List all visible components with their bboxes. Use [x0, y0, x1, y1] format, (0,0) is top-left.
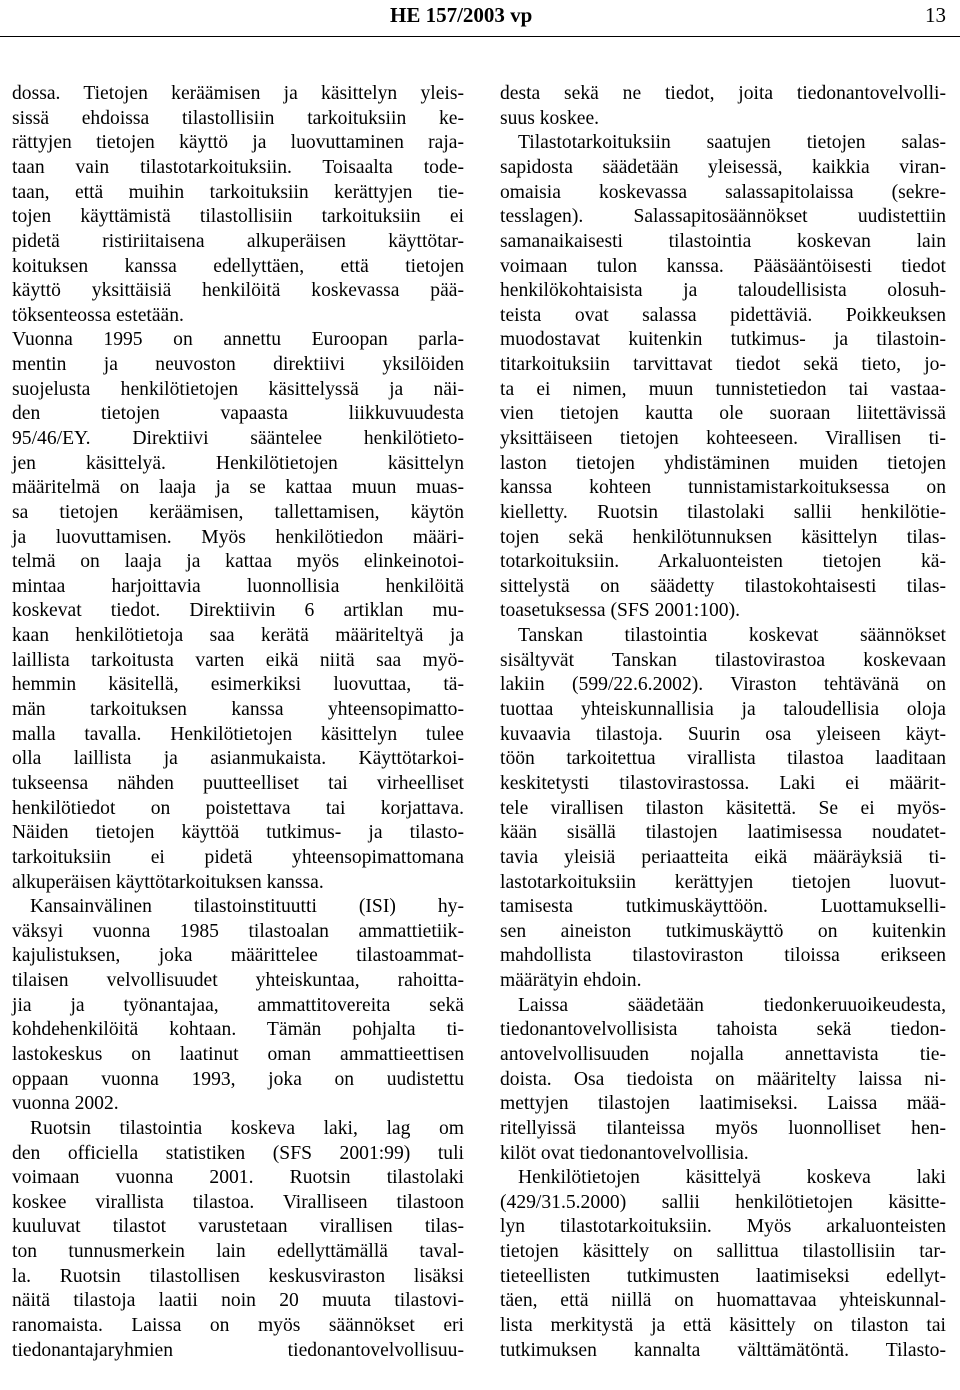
text-line: alkuperäisen käyttötarkoituksen kanssa. [12, 871, 324, 893]
text-line: ta ei nimen, muun tunnistetiedon tai vastaa- [500, 378, 946, 400]
text-line: ton tunnusmerkein lain edellyttämällä taval- [12, 1241, 464, 1263]
text-line: täen, että niillä on huomattavaa yhteiskunnal- [500, 1290, 946, 1312]
text-line: Laissa säädetään tiedonkeruuoikeudesta, [518, 994, 946, 1016]
text-line: tesslagen). Salassapitosäännökset uudistettiin [500, 206, 946, 228]
text-line: lastokeskus on laatinut oman ammattieettisen [12, 1044, 464, 1065]
text-line: telmä on laaja ja kattaa myös elinkeinotoi- [12, 551, 464, 573]
text-line: malla tavalla. Henkilötietojen käsittelyn tulee [12, 723, 464, 745]
text-line: laston tietojen yhdistäminen muiden tietojen [500, 452, 946, 474]
text-line: jen käsittelyä. Henkilötietojen käsittelyn [12, 452, 464, 474]
text-line: tarkoituksiin ei pidetä yhteensopimattomana [12, 846, 464, 868]
text-line: sittelystä on säädetty tilastokohtaisesti tilas- [500, 575, 946, 597]
text-line: käyttö yksittäisiä henkilöitä koskevassa pää- [12, 280, 464, 302]
text-line: omaisia koskevassa salassapitolaissa (sekre- [500, 181, 946, 203]
text-line: kanssa kohteen tunnistamistarkoituksessa on [500, 477, 946, 499]
text-line: kuvaavia tilastoja. Suurin osa yleiseen käyt- [500, 723, 946, 745]
text-line: näitä tilastoja laatii noin 20 muuta tilastovi- [12, 1290, 464, 1312]
text-line: doista. Osa tiedoista on määritelty laissa ni- [500, 1068, 946, 1090]
text-line: Tanskan tilastointia koskevat säännökset [518, 625, 946, 647]
text-line: tamisesta tutkimuskäyttöön. Luottamukselli- [500, 896, 946, 918]
text-line: pidetä ristiriitaisena alkuperäisen käyttötar- [12, 230, 464, 252]
text-line: ranomaista. Laissa on myös säännökset eri [12, 1315, 464, 1336]
text-line: ritellyissä tilanteissa myös luonnolliset hen- [500, 1117, 946, 1139]
text-line: (429/31.5.2000) sallii henkilötietojen käsitte- [500, 1191, 946, 1213]
text-line: samanaikaisesti tilastointia koskevan lain [500, 230, 946, 252]
text-line: mahdollista tilastoviraston tiloissa erikseen [500, 945, 946, 967]
page-number: 13 [925, 3, 946, 27]
text-line: määrätyin ehdoin. [500, 970, 642, 991]
text-line: la. Ruotsin tilastollisen keskusviraston lisäksi [12, 1265, 464, 1287]
text-line: tele virallisen tilaston käsitettä. Se ei myös- [500, 797, 946, 819]
text-line: sa tietojen keräämisen, tallettamisen, käytön [12, 501, 464, 523]
text-line: lista merkitystä ja että käsittely on tilaston tai [500, 1315, 946, 1336]
text-line: töksenteossa estetään. [12, 304, 184, 326]
text-line: teista ovat salassa pidettäviä. Poikkeuksen [500, 304, 946, 326]
text-line: lyn tilastotarkoituksiin. Myös arkaluonteisten [500, 1216, 946, 1238]
text-line: tietojen käsittely on sallittua tilastollisiin tar- [500, 1241, 946, 1263]
text-line: tieteellisten tutkimusten laatimiseksi edellyt- [500, 1265, 946, 1287]
text-line: tilaisen velvollisuudet yhteiskuntaa, rahoitta- [12, 970, 464, 991]
text-line: henkilötiedot on poistettava tai korjattava. [12, 797, 464, 819]
text-line: voimaan tulon kanssa. Pääsääntöisesti tiedot [500, 255, 946, 277]
text-line: vuonna 2002. [12, 1093, 119, 1115]
text-line: 95/46/EY. Direktiivi sääntelee henkilötieto- [12, 428, 464, 449]
text-line: kilöt ovat tiedonantovelvollisia. [500, 1142, 749, 1164]
text-line: suojelusta henkilötietojen käsittelyssä ja näi- [12, 378, 464, 400]
text-line: väksyi vuonna 1985 tilastoalan ammattietiik- [12, 920, 464, 942]
text-line: Näiden tietojen käyttöä tutkimus- ja tilasto- [12, 822, 464, 844]
text-line: sapidosta säädetään yleisessä, kaikkia viran- [500, 156, 946, 178]
text-line: koskevat tiedot. Direktiivin 6 artiklan mu- [12, 600, 464, 622]
text-line: den officiella statistiken (SFS 2001:99) tuli [12, 1142, 464, 1164]
text-line: tiedonantovelvollisista tahoista sekä tiedon- [500, 1019, 946, 1041]
text-line: tuottaa yhteiskunnallisia ja taloudellisia oloja [500, 699, 946, 720]
text-line: mentin ja neuvoston direktiivi yksilöiden [12, 354, 464, 375]
text-line: lakiin (599/22.6.2002). Viraston tehtävänä on [500, 674, 946, 696]
text-line: suus koskee. [500, 107, 600, 129]
text-line: män tarkoituksen kanssa yhteensopimatto- [12, 699, 464, 720]
right-text-column [500, 0, 946, 1390]
text-line: vien tietojen kautta ole suoraan liitettävissä [500, 403, 946, 425]
text-line: desta sekä ne tiedot, joita tiedonantovelvolli- [500, 83, 946, 104]
text-line: muodostavat kuitenkin tutkimus- ja tilastoin- [500, 329, 946, 351]
text-line: lastotarkoituksiin kerättyjen tietojen luovut- [500, 871, 946, 893]
text-line: antovelvollisuuden nojalla annettavista tie- [500, 1044, 946, 1065]
text-line: den tietojen vapaasta liikkuvuudesta [12, 403, 464, 425]
text-line: toasetuksessa (SFS 2001:100). [500, 600, 741, 622]
text-line: dossa. Tietojen keräämisen ja käsittelyn yleis- [12, 83, 464, 104]
text-line: tutkimuksen kannalta välttämätöntä. Tilasto- [500, 1339, 946, 1361]
text-line: Ruotsin tilastointia koskeva laki, lag om [30, 1117, 464, 1139]
text-line: mettyjen tilastojen laatimiseksi. Laissa mää- [500, 1093, 946, 1115]
text-line: kajulistuksen, joka määrittelee tilastoammat- [12, 945, 464, 967]
text-line: tiedonantajaryhmien tiedonantovelvollisuu- [12, 1339, 464, 1361]
text-line: kuuluvat tilastot varustetaan virallisen tilas- [12, 1216, 464, 1238]
text-line: mintaa harjoittavia luonnollisia henkilöitä [12, 575, 464, 597]
text-line: määritelmä on laaja ja se kattaa muun muas- [12, 477, 464, 499]
text-line: rättyjen tietojen käyttö ja luovuttaminen raja- [12, 132, 464, 154]
text-line: Henkilötietojen käsittelyä koskeva laki [518, 1167, 946, 1189]
text-line: kaan henkilötietoja saa kerätä määriteltyä ja [12, 625, 464, 647]
text-line: koituksen kanssa edellyttäen, että tietojen [12, 255, 464, 277]
text-line: sisältyvät Tanskan tilastovirastoa koskevaan [500, 649, 946, 671]
text-line: jia ja työnantajaa, ammattitovereita sekä [12, 994, 464, 1016]
text-line: tukseensa nähden puutteelliset tai virheelliset [12, 772, 464, 794]
text-line: sen aineiston tutkimuskäyttö on kuitenkin [500, 920, 946, 942]
text-line: tavia yleisiä periaatteita eikä määräyksiä ti- [500, 846, 946, 868]
text-line: tojen käyttämistä tilastollisiin tarkoituksiin ei [12, 206, 464, 228]
text-line: taan vain tilastotarkoituksiin. Toisaalta tode- [12, 156, 464, 178]
text-line: tojen sekä henkilötunnuksen käsittelyn tilas- [500, 526, 946, 548]
text-line: taan, että muihin tarkoituksiin kerättyjen tie- [12, 181, 464, 203]
text-line: ja luovuttamisen. Myös henkilötiedon määri- [12, 526, 464, 548]
text-line: kään sisällä tilastojen laatimisessa noudatet- [500, 822, 946, 844]
text-line: yksittäiseen tietojen kohteeseen. Virallisen ti- [500, 428, 946, 449]
text-line: Tilastotarkoituksiin saatujen tietojen salas- [518, 132, 946, 154]
document-id: HE 157/2003 vp [390, 3, 533, 27]
text-line: kielletty. Ruotsin tilastolaki sallii henkilötie- [500, 501, 946, 523]
text-line: koskee virallista tilastoa. Viralliseen tilastoon [12, 1191, 464, 1213]
text-line: titarkoituksiin tarvittavat tiedot sekä tieto, jo- [500, 354, 946, 375]
text-line: voimaan vuonna 2001. Ruotsin tilastolaki [12, 1167, 464, 1189]
text-line: Vuonna 1995 on annettu Euroopan parla- [12, 329, 464, 351]
text-line: henkilökohtaisista ja taloudellisista olosuh- [500, 280, 946, 302]
text-line: olla laillista ja asianmukaista. Käyttötarkoi- [12, 748, 464, 770]
text-line: töön tarkoitettua virallista tilastoa laaditaan [500, 748, 946, 770]
text-line: kohdehenkilöitä kohtaan. Tämän pohjalta ti- [12, 1019, 464, 1041]
text-line: laillista tarkoitusta varten eikä niitä saa myö- [12, 649, 464, 671]
left-text-column [12, 0, 464, 1390]
text-line: hemmin käsitellä, esimerkiksi luovuttaa, tä- [12, 674, 464, 696]
text-line: totarkoituksiin. Arkaluonteisten tietojen kä- [500, 551, 946, 573]
text-line: oppaan vuonna 1993, joka on uudistettu [12, 1068, 464, 1090]
text-line: Kansainvälinen tilastoinstituutti (ISI) hy- [30, 896, 464, 918]
text-line: keskitetysti tilastovirastossa. Laki ei määrit- [500, 772, 946, 794]
text-line: sissä ehdoissa tilastollisiin tarkoituksiin ke- [12, 107, 464, 129]
